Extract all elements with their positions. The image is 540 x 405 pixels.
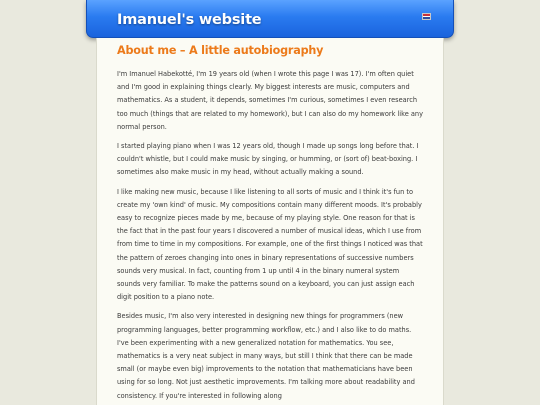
paragraph-programming: Besides music, I'm also very interested in designing new things for programmers (new programming languages, better programming workflow, etc.) and I also like to do maths. I've been experimenting with a new generalized notation for mathematics. You see, mathematics is a very neat subject in many ways, but still I think that there can be made small (or maybe even big) improvements to the notation that mathematicians have been using for so long. Not just aesthetic improvements. I'm talking more about readability and consistency. If you're interested in following along	[117, 312, 415, 400]
site-title[interactable]: Imanuel's website	[117, 12, 262, 28]
paragraph-intro: I'm Imanuel Habekotté, I'm 19 years old (when I wrote this page I was 17). I'm often quiet and I'm good in explaining things clearly. My biggest interests are music, computers and mathematics. As a student, it depends, sometimes I'm curious, sometimes I even research too much (things that are related to my homework), but I can also do my homework like any normal person.	[117, 70, 424, 131]
netherlands-flag-icon[interactable]	[422, 13, 431, 20]
flag-stripe-blue	[423, 17, 430, 19]
site-header	[86, 0, 454, 38]
main-content	[96, 38, 444, 405]
paragraph-composing: I like making new music, because I like listening to all sorts of music and I think it's fun to create my 'own kind' of music. My compositions contain many different moods. It's probably easy to recognize pieces made by me, because of my playing style. One reason for that is the fact that in the past four years I discovered a number of musical ideas, which I use from from time to time in my compositions. For example, one of the first things I noticed was that the pattern of zeroes changing into ones in binary representations of successive numbers sounds very musical. In fact, counting from 1 up until 4 in the binary numeral system sounds very familiar. To make the patterns sound on a keyboard, you can just assign each digit position to a piano note.	[117, 187, 423, 302]
paragraph-piano: I started playing piano when I was 12 years old, though I made up songs long before that. I couldn't whistle, but I could make music by singing, or humming, or (sort of) beat-boxing. I sometimes also make music in my head, without actually making a sound.	[117, 142, 419, 177]
page-title: About me – A little autobiography	[117, 44, 324, 57]
